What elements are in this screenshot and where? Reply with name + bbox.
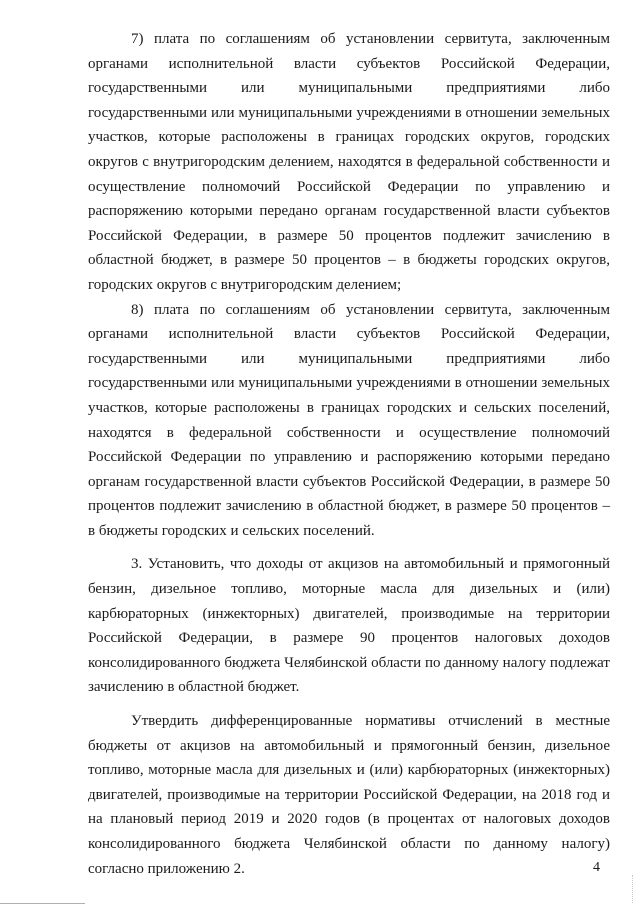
scan-artifact-dots [632, 875, 634, 903]
paragraph-item-8: 8) плата по соглашениям об установлении сервитута, заключенным органами исполнительной власти субъектов Российской Федерации, государственными или муниципальными предприятиями либо государственными или муниципальными учреждениями в отношении земельных участков, которые расположены в границах городских и сельских поселений, находятся в федеральной собственности и осуществление полномочий Российской Федерации по управлению и распоряжению которыми передано органам государственной власти субъектов Российской Федерации, в размере 50 процентов подлежит зачислению в областной бюджет, в размере 50 процентов – в бюджеты городских и сельских поселений. [88, 301, 610, 539]
paragraph-approve-norms: Утвердить дифференцированные нормативы отчислений в местные бюджеты от акцизов на автомобильный и прямогонный бензин, дизельное топливо, моторные масла для дизельных и (или) карбюраторных (инжекторных) двигателей, производимые на территории Российской Федерации, на 2018 год и на плановый период 2019 и 2020 годов (в процентах от налоговых доходов консолидированного бюджета Челябинской области по данному налогу) согласно приложению 2. [88, 713, 610, 877]
page-number: 4 [593, 860, 600, 875]
scan-artifact-line [0, 903, 85, 904]
document-body [88, 27, 610, 881]
paragraph-clause-3: 3. Установить, что доходы от акцизов на автомобильный и прямогонный бензин, дизельное топливо, моторные масла для дизельных и (или) карбюраторных (инжекторных) двигателей, производимые на территории Российской Федерации, в размере 90 процентов налоговых доходов консолидированного бюджета Челябинской области по данному налогу подлежат зачислению в областной бюджет. [88, 556, 610, 696]
paragraph-item-7: 7) плата по соглашениям об установлении сервитута, заключенным органами исполнительной власти субъектов Российской Федерации, государственными или муниципальными предприятиями либо государственными или муниципальными учреждениями в отношении земельных участков, которые расположены в границах городских округов, городских округов с внутригородским делением, находятся в федеральной собственности и осуществление полномочий Российской Федерации по управлению и распоряжению которыми передано органам государственной власти субъектов Российской Федерации, в размере 50 процентов подлежит зачислению в областной бюджет, в размере 50 процентов – в бюджеты городских округов, городских округов с внутригородским делением; [88, 31, 610, 293]
